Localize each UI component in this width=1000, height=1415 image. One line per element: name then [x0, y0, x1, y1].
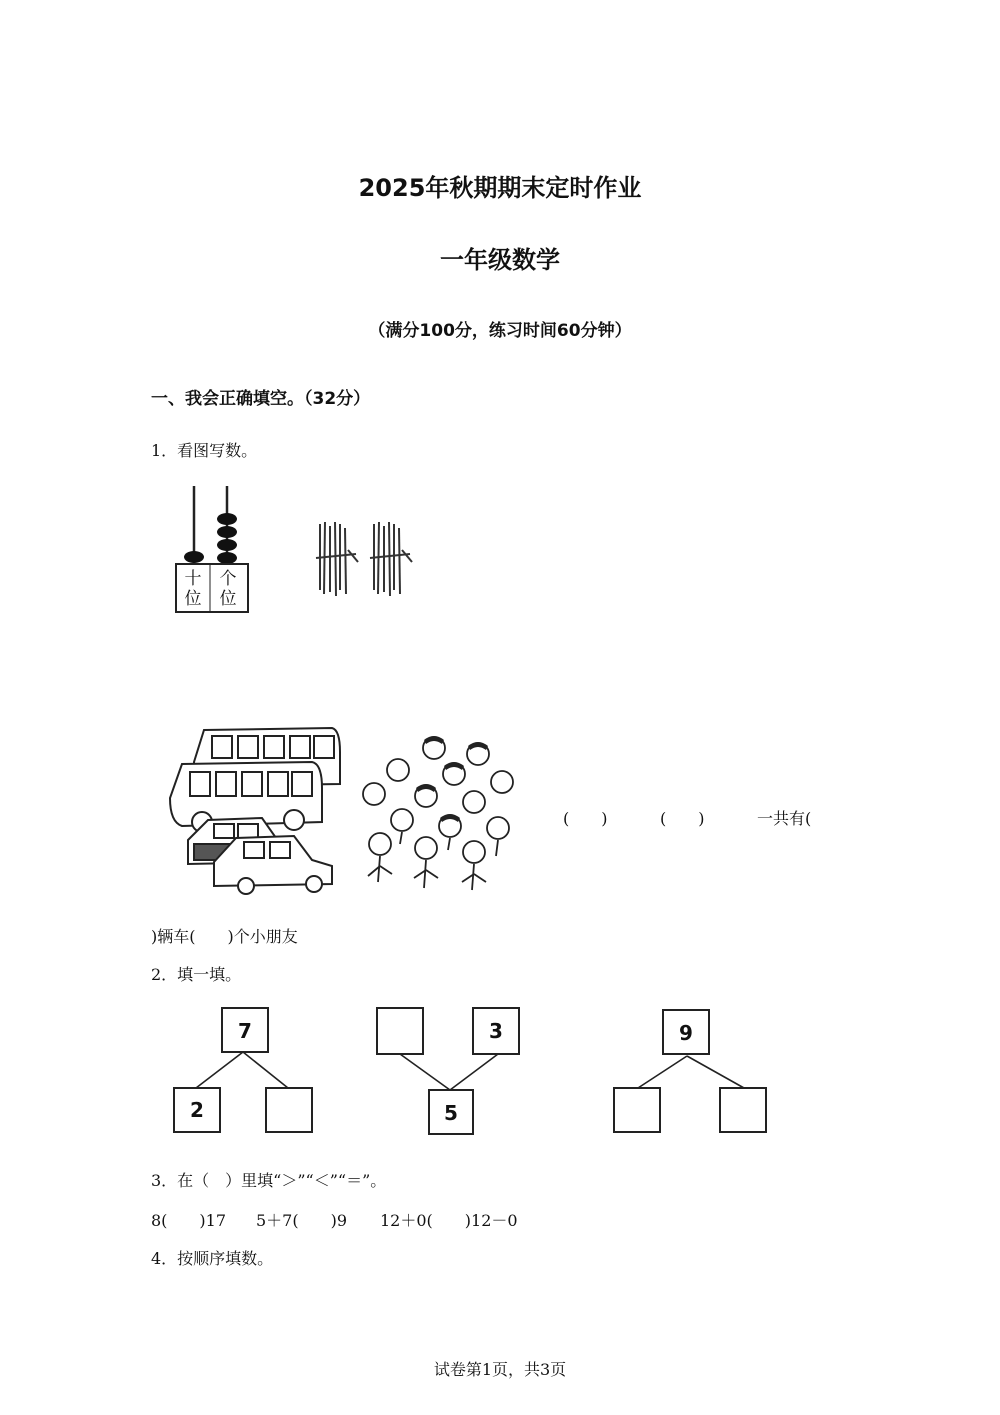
blank-children[interactable]: ( ) — [660, 809, 705, 828]
child — [369, 833, 391, 855]
bond2-left-box — [377, 1008, 423, 1054]
stick-bundles-figure — [312, 518, 416, 604]
compare-item-1: 8( )17 — [151, 1211, 227, 1230]
bond2-right-number: 3 — [489, 1019, 503, 1043]
question-2-label: 2．填一填。 — [151, 965, 242, 984]
bond3-top-number: 9 — [679, 1021, 693, 1045]
children-illustration — [356, 732, 532, 898]
child — [391, 809, 413, 831]
blank-vehicles[interactable]: ( ) — [563, 809, 608, 828]
bond3-left-box — [614, 1088, 660, 1132]
total-prefix: 一共有( — [757, 809, 812, 828]
exam-info: （满分100分，练习时间60分钟） — [368, 321, 632, 341]
subject-title: 一年级数学 — [440, 246, 560, 274]
abacus-tens-label: 十位 — [184, 569, 202, 609]
question-4-label: 4．按顺序填数。 — [151, 1249, 274, 1268]
child — [487, 817, 509, 839]
exam-title: 2025年秋期期末定时作业 — [358, 174, 642, 202]
stick-bundle — [316, 522, 358, 596]
child — [415, 837, 437, 859]
number-bonds-figure — [160, 1000, 800, 1148]
total-suffix: )辆车( )个小朋友 — [151, 927, 298, 946]
bond1-top-number: 7 — [238, 1019, 252, 1043]
car — [214, 836, 332, 894]
abacus-ones-label: 个位 — [219, 569, 237, 609]
bond1-right-box — [266, 1088, 312, 1132]
question-1-label: 1．看图写数。 — [151, 441, 258, 460]
compare-item-3: 12＋0( )12－0 — [380, 1211, 518, 1230]
tens-bead — [184, 551, 204, 563]
ones-bead — [217, 526, 237, 538]
vehicles-illustration — [164, 722, 346, 898]
bond1-left-number: 2 — [190, 1098, 204, 1122]
question-3-label: 3．在（ ）里填“＞”“＜”“＝”。 — [151, 1171, 387, 1190]
section-heading: 一、我会正确填空。（32分） — [151, 389, 371, 409]
child — [363, 783, 385, 805]
stick-bundle — [370, 522, 412, 596]
child — [463, 791, 485, 813]
compare-item-2: 5＋7( )9 — [256, 1211, 348, 1230]
ones-bead — [217, 552, 237, 564]
child — [463, 841, 485, 863]
ones-bead — [217, 539, 237, 551]
ones-bead — [217, 513, 237, 525]
bond3-right-box — [720, 1088, 766, 1132]
child — [491, 771, 513, 793]
child — [387, 759, 409, 781]
bond2-bottom-number: 5 — [444, 1101, 458, 1125]
page-footer: 试卷第1页，共3页 — [433, 1360, 567, 1379]
